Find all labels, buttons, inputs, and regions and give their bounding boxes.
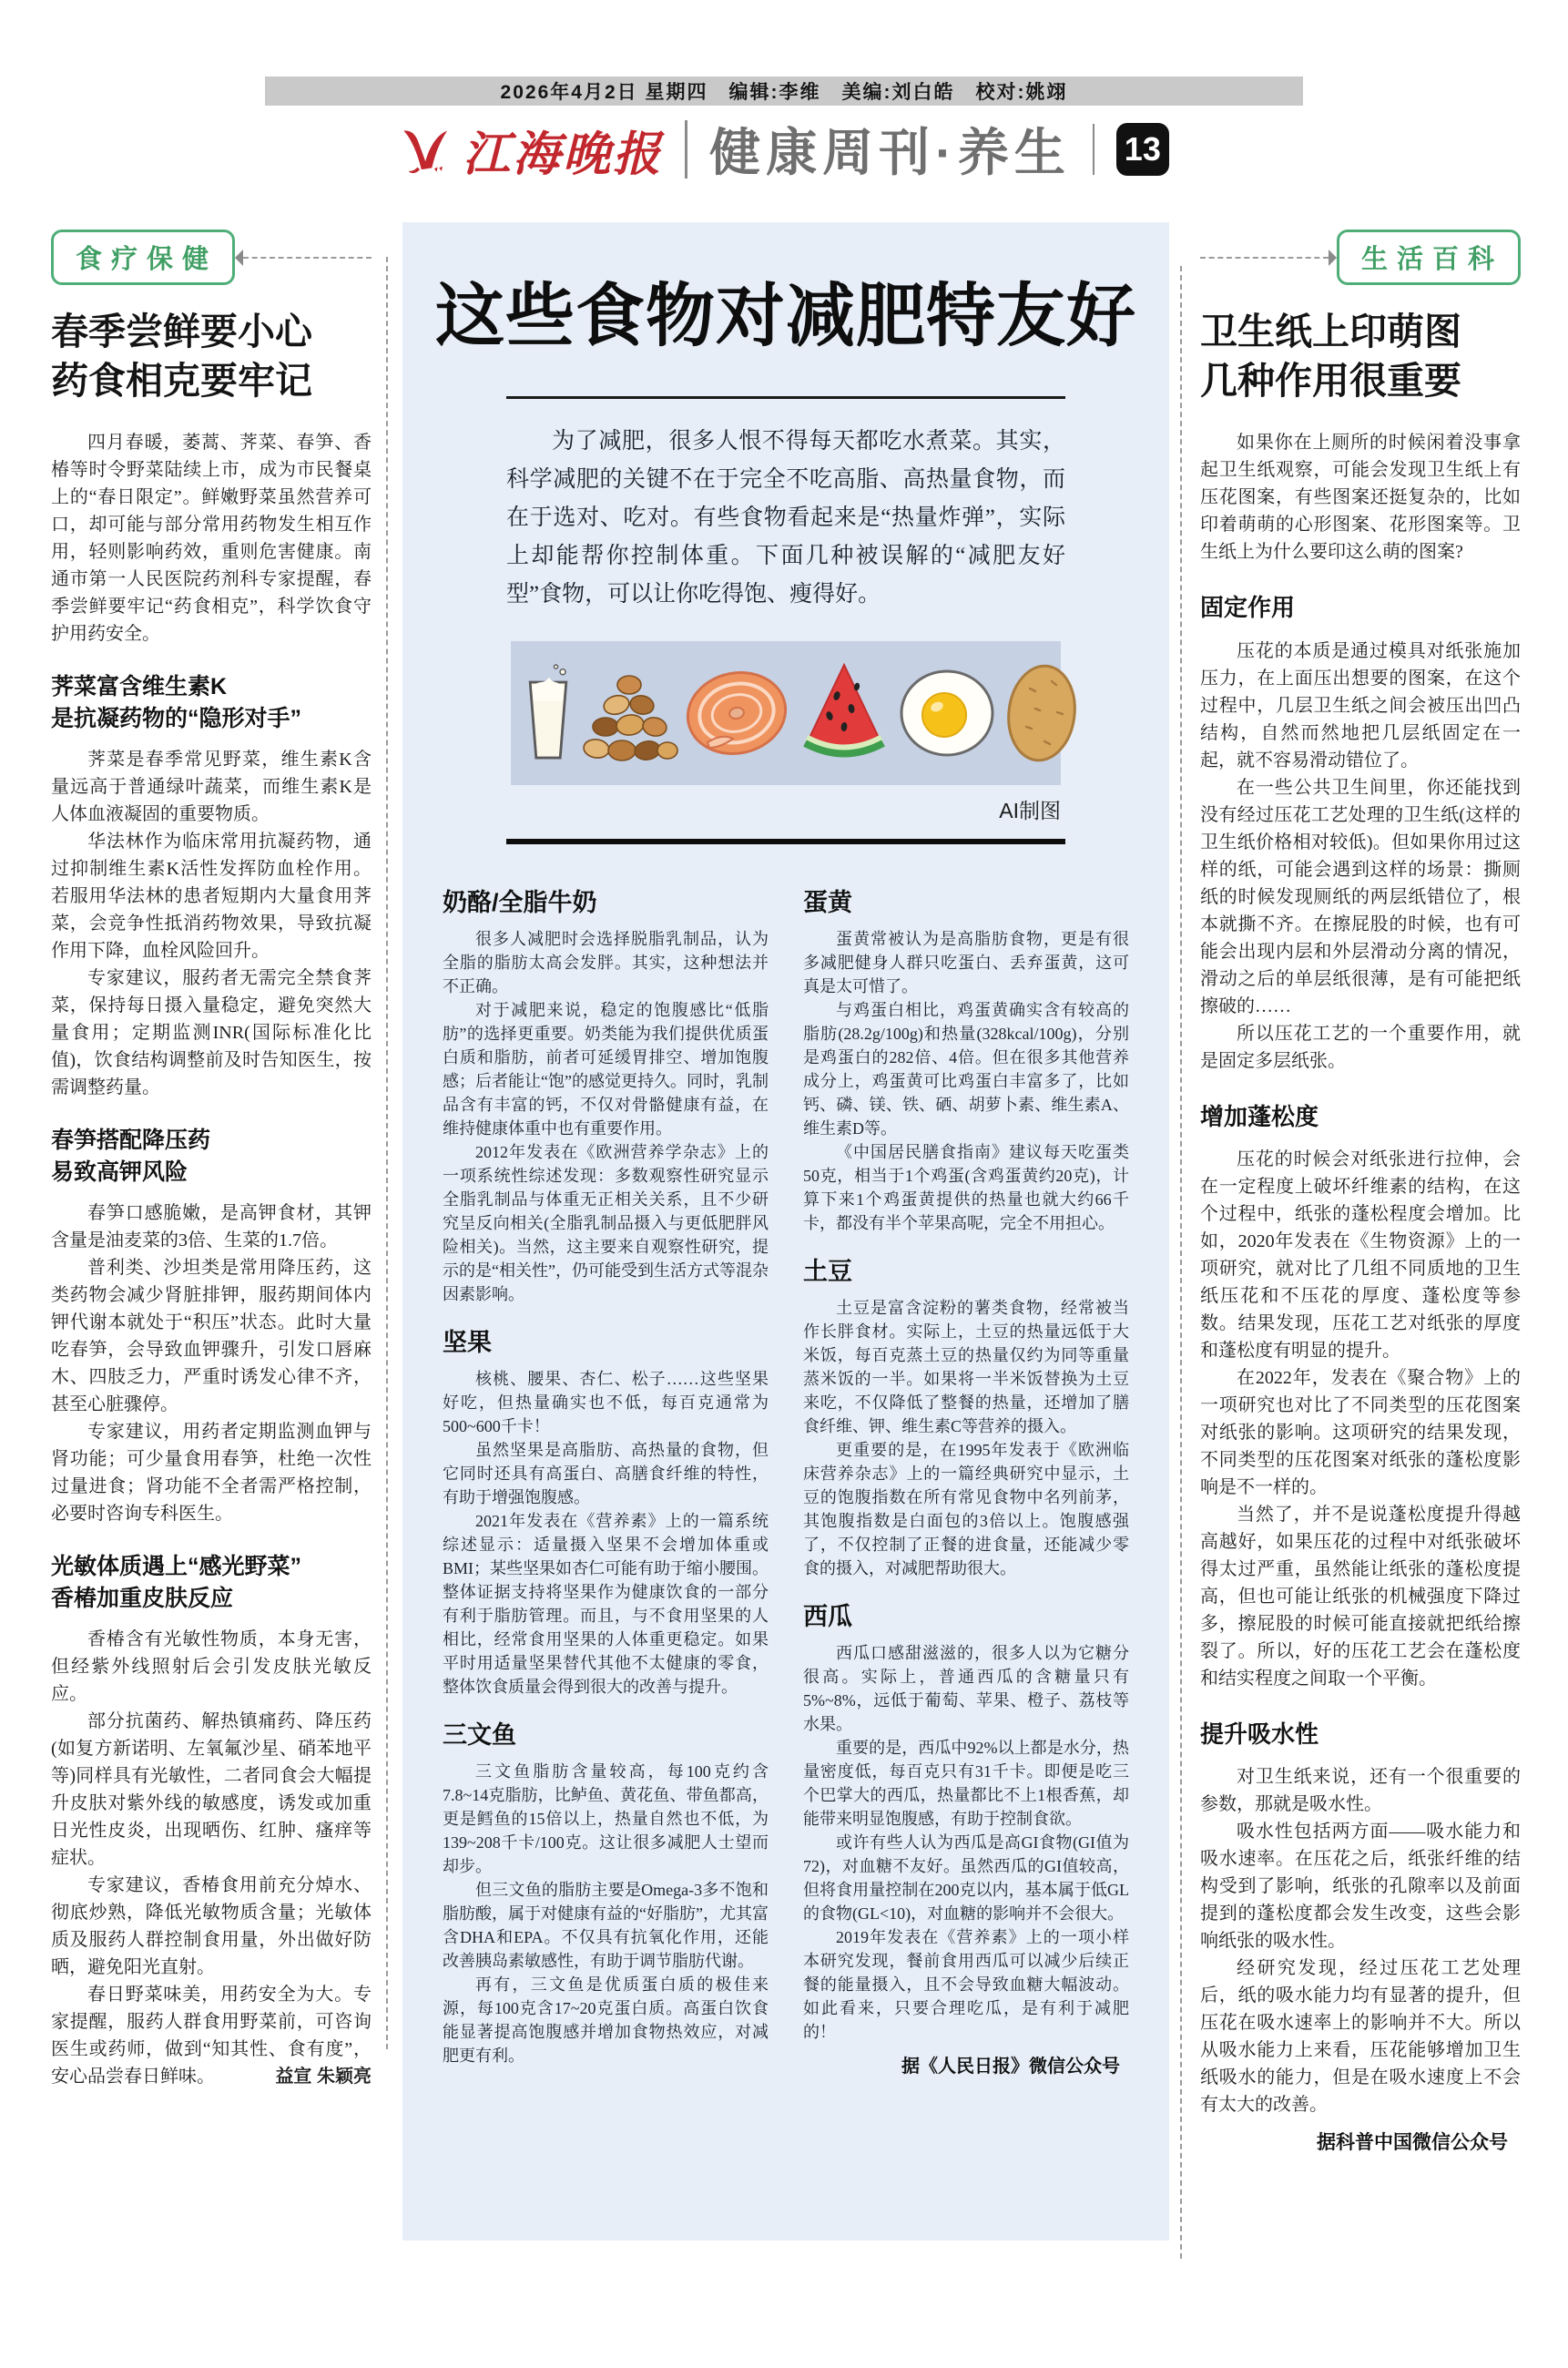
article-paragraph: 当然了，并不是说蓬松度提升得越高越好，如果压花的过程中对纸张破坏得太过严重，虽然能让纸张的蓬松度提高，但也可能让纸张的机械强度下降过多，擦屁股的时候可能直接就把纸给擦裂了。所以，好的压花工艺会在蓬松度和结实程度之间取一个平衡。 (1200, 1505, 1521, 1689)
byline: 益宣 朱颖亮 (275, 2067, 372, 2087)
article-paragraph: 专家建议，用药者定期监测血钾与肾功能；可少量食用春笋，杜绝一次性过量进食；肾功能不全者需严格控制，必要时咨询专科医生。 (51, 1422, 372, 1525)
newspaper-logo-text: 江海晚报 (463, 128, 664, 181)
arrow-left-icon (235, 250, 243, 266)
center-column-left (443, 866, 769, 2077)
right-badge-row (1200, 230, 1521, 285)
egg-icon (895, 663, 999, 763)
left-article-title: 春季尝鲜要小心 药食相克要牢记 (51, 311, 312, 403)
page-number-badge: 13 (1116, 123, 1169, 176)
dashed-divider-right (1180, 266, 1182, 2259)
article-paragraph: 西瓜口感甜滋滋的，很多人以为它糖分很高。实际上，普通西瓜的含糖量只有5%~8%，远低于葡萄、苹果、橙子、荔枝等水果。 (803, 1644, 1129, 1733)
right-article-body (1200, 429, 1521, 2155)
dashed-arrow-line (243, 257, 372, 259)
article-paragraph: 在2022年，发表在《聚合物》上的一项研究也对比了不同类型的压花图案对纸张的影响。这项研究的结果发现，不同类型的压花图案对纸张的蓬松度影响是不一样的。 (1200, 1368, 1521, 1497)
article-paragraph: 与鸡蛋白相比，鸡蛋黄确实含有较高的脂肪(28.2g/100g)和热量(328kcal/100g)，分别是鸡蛋白的282倍、4倍。但在很多其他营养成分上，鸡蛋黄可比鸡蛋白丰富多了，比如钙、磷、镁、铁、硒、胡萝卜素、维生素A、维生素D等。 (803, 1001, 1129, 1138)
article-paragraph: 如果你在上厕所的时候闲着没事拿起卫生纸观察，可能会发现卫生纸上有压花图案，有些图案还挺复杂的，比如印着萌萌的心形图案、花形图案等。卫生纸上为什么要印这么萌的图案? (1200, 433, 1521, 563)
foods-illustration (511, 641, 1061, 785)
article-paragraph: 压花的本质是通过模具对纸张施加压力，在上面压出想要的图案，在这个过程中，几层卫生纸之间会被压出凹凸结构，自然而然地把几层纸固定在一起，就不容易滑动错位了。 (1200, 640, 1521, 771)
food-heading-salmon: 三文鱼 (443, 1721, 516, 1749)
article-paragraph: 但三文鱼的脂肪主要是Omega-3多不饱和脂肪酸，属于对健康有益的“好脂肪”，尤其富含DHA和EPA。不仅具有抗氧化作用，还能改善胰岛素敏感性，有助于调节脂肪代谢。 (443, 1881, 769, 1970)
right-article-title: 卫生纸上印萌图 几种作用很重要 (1200, 311, 1461, 403)
center-article-panel (402, 222, 1169, 2240)
article-paragraph: 吸水性包括两方面——吸水能力和吸水速率。在压花之后，纸张纤维的结构受到了影响，纸张的孔隙率以及前面提到的蓬松度都会发生改变，这些会影响纸张的吸水性。 (1200, 1822, 1521, 1952)
article-paragraph: 蛋黄常被认为是高脂肪食物，更是有很多减肥健身人群只吃蛋白、丢弃蛋黄，这可真是太可惜了。 (803, 930, 1129, 995)
main-headline: 这些食物对减肥特友好 (435, 278, 1136, 355)
right-section-heading-3: 提升吸水性 (1200, 1720, 1319, 1748)
left-column (51, 230, 372, 2090)
article-paragraph: 香椿含有光敏性物质，本身无害，但经紫外线照射后会引发皮肤光敏反应。 (51, 1629, 372, 1705)
source-credit: 据科普中国微信公众号 (1317, 2132, 1508, 2154)
center-article-columns (402, 844, 1169, 2077)
center-column-right (803, 866, 1129, 2077)
article-paragraph: 2019年发表在《营养素》上的一项小样本研究发现，餐前食用西瓜可以减少后续正餐的能量摄入，且不会导致血糖大幅波动。如此看来，只要合理吃瓜，是有利于减肥的！ (803, 1928, 1129, 2041)
food-heading-yolk: 蛋黄 (803, 889, 852, 916)
edition-info-text: 2026年4月2日 星期四 编辑:李维 美编:刘白皓 校对:姚翊 (500, 82, 1068, 103)
right-section-heading-1: 固定作用 (1200, 594, 1296, 622)
article-paragraph: 在一些公共卫生间里，你还能找到没有经过压花工艺处理的卫生纸(这样的卫生纸价格相对较低)。但如果你用过这样的纸，可能会遇到这样的场景：撕厕纸的时候发现厕纸的两层纸错位了，根本就撕不齐。在擦屁股的时候，也有可能会出现内层和外层滑动分离的情况，滑动之后的单层纸很薄，是有可能把纸擦破的…… (1200, 777, 1521, 1016)
article-paragraph: 三文鱼脂肪含量较高，每100克约含7.8~14克脂肪，比鲈鱼、黄花鱼、带鱼都高，更是鳕鱼的15倍以上，热量自然也不低，为139~208千卡/100克。这让很多减肥人士望而却步。 (443, 1762, 769, 1875)
article-paragraph: 经研究发现，经过压花工艺处理后，纸的吸水能力均有显著的提升，但压花在吸水速率上的影响并不大。所以从吸水能力上来看，压花能够增加卫生纸吸水的能力，但是在吸水速度上不会有太大的改善。 (1200, 1958, 1521, 2116)
article-paragraph: 更重要的是，在1995年发表于《欧洲临床营养杂志》上的一篇经典研究中显示，土豆的饱腹指数在所有常见食物中名列前茅，其饱腹指数是白面包的3倍以上。饱腹感强了，不仅控制了正餐的进食量，还能减少零食的摄入，对减肥帮助很大。 (803, 1441, 1129, 1577)
article-paragraph: 压花的时候会对纸张进行拉伸，会在一定程度上破坏纤维素的结构，在这个过程中，纸张的蓬松程度会增加。比如，2020年发表在《生物资源》上的一项研究，就对比了几组不同质地的卫生纸压花和不压花的厚度、蓬松度等参数。结果发现，压花工艺对纸张的厚度和蓬松度有明显的提升。 (1200, 1149, 1521, 1361)
article-paragraph: 所以压花工艺的一个重要作用，就是固定多层纸张。 (1200, 1023, 1521, 1071)
dashed-arrow-line (1200, 257, 1329, 259)
masthead-divider-2 (1093, 124, 1095, 175)
article-paragraph: 虽然坚果是高脂肪、高热量的食物，但它同时还具有高蛋白、高膳食纤维的特性，有助于增强饱腹感。 (443, 1441, 769, 1506)
left-article-body (51, 429, 372, 2090)
illustration-credit: AI制图 (999, 799, 1061, 822)
column-badge-food-therapy: 食疗保健 (51, 230, 235, 285)
headline-underline (506, 396, 1065, 399)
article-paragraph: 重要的是，西瓜中92%以上都是水分，热量密度低，每百克只有31千卡。即便是吃三个巴掌大的西瓜，热量都比不上1根香蕉，却能带来明显饱腹感，有助于控制食欲。 (803, 1739, 1129, 1828)
source-credit: 据《人民日报》微信公众号 (901, 2057, 1120, 2077)
milk-icon (518, 658, 578, 768)
article-paragraph: 或许有些人认为西瓜是高GI食物(GI值为72)，对血糖不友好。虽然西瓜的GI值较高，但将食用量控制在200克以内，基本属于低GL的食物(GL<10)，对血糖的影响并不会很大。 (803, 1833, 1129, 1923)
section-title: 健康周刊·养生 (709, 124, 1071, 181)
edition-info-bar (265, 77, 1303, 106)
main-intro-paragraph: 为了减肥，很多人恨不得每天都吃水煮菜。其实，科学减肥的关键不在于完全不吃高脂、高热量食物，而在于选对、吃对。有些食物看起来是“热量炸弹”，实际上却能帮你控制体重。下面几种被误解的“减肥友好型”食物，可以让你吃得饱、瘦得好。 (506, 429, 1065, 607)
right-column (1200, 230, 1521, 2155)
article-paragraph: 2021年发表在《营养素》上的一篇系统综述显示：适量摄入坚果不会增加体重或BMI；某些坚果如杏仁可能有助于缩小腰围。整体证据支持将坚果作为健康饮食的一部分有利于脂肪管理。而且，与不食用坚果的人相比，经常食用坚果的人体重更稳定。如果平时用适量坚果替代其他不太健康的零食，整体饮食质量会得到很大的改善与提升。 (443, 1512, 769, 1696)
article-paragraph: 普利类、沙坦类是常用降压药，这类药物会减少肾脏排钾，服药期间体内钾代谢本就处于“积压”状态。此时大量吃春笋，会导致血钾骤升，引发口唇麻木、四肢乏力，严重时诱发心律不齐，甚至心脏骤停。 (51, 1258, 372, 1415)
dashed-divider-left (386, 257, 388, 2049)
watermelon-icon (793, 659, 895, 767)
arrow-right-icon (1329, 250, 1337, 266)
masthead (0, 113, 1568, 186)
article-paragraph: 对卫生纸来说，还有一个很重要的参数，那就是吸水性。 (1200, 1767, 1521, 1815)
article-paragraph: 很多人减肥时会选择脱脂乳制品，认为全脂的脂肪太高会发胖。其实，这种想法并不正确。 (443, 930, 769, 995)
left-section-heading-2: 春笋搭配降压药 易致高钾风险 (51, 1128, 211, 1186)
article-paragraph: 部分抗菌药、解热镇痛药、降压药(如复方新诺明、左氧氟沙星、硝苯地平等)同样具有光敏性，二者同食会大幅提升皮肤对紫外线的敏感度，诱发或加重日光性皮炎，出现晒伤、红肿、瘙痒等症状。 (51, 1711, 372, 1869)
article-paragraph: 土豆是富含淀粉的薯类食物，经常被当作长胖食材。实际上，土豆的热量远低于大米饭，每百克蒸土豆的热量仅约为同等重量蒸米饭的一半。如果将一半米饭替换为土豆来吃，不仅降低了整餐的热量，还增加了膳食纤维、钾、维生素C等营养的摄入。 (803, 1299, 1129, 1435)
food-heading-potato: 土豆 (803, 1258, 852, 1285)
newspaper-logo (399, 116, 663, 184)
logo-swoosh-icon (399, 123, 455, 176)
article-paragraph: 对于减肥来说，稳定的饱腹感比“低脂肪”的选择更重要。奶类能为我们提供优质蛋白质和脂肪，前者可延缓胃排空、增加饱腹感；后者能让“饱”的感觉更持久。同时，乳制品含有丰富的钙，不仅对骨骼健康有益，在维持健康体重中也有重要作用。 (443, 1001, 769, 1138)
article-paragraph: 华法林作为临床常用抗凝药物，通过抑制维生素K活性发挥防血栓作用。若服用华法林的患者短期内大量食用荠菜，会竞争性抵消药物效果，导致抗凝作用下降，血栓风险回升。 (51, 832, 372, 962)
article-paragraph: 荠菜是春季常见野菜，维生素K含量远高于普通绿叶蔬菜，而维生素K是人体血液凝固的重要物质。 (51, 750, 372, 825)
salmon-icon (680, 662, 793, 764)
left-badge-row (51, 230, 372, 285)
left-section-heading-3: 光敏体质遇上“感光野菜” 香椿加重皮肤反应 (51, 1554, 302, 1612)
left-section-heading-1: 荠菜富含维生素K 是抗凝药物的“隐形对手” (51, 674, 302, 732)
article-paragraph: 专家建议，香椿食用前充分焯水、彻底炒熟，降低光敏物质含量；光敏体质及服药人群控制食用量，外出做好防晒，避免阳光直射。 (51, 1875, 372, 1978)
article-paragraph: 2012年发表在《欧洲营养学杂志》上的一项系统性综述发现：多数观察性研究显示全脂乳制品与体重无正相关关系，且不少研究呈反向相关(全脂乳制品摄入与更低肥胖风险相关)。当然，这主要来自观察性研究，提示的是“相关性”，仍可能受到生活方式等混杂因素影响。 (443, 1143, 769, 1303)
potato-icon (999, 658, 1084, 769)
article-closing-paragraph: 春日野菜味美，用药安全为大。专家提醒，服药人群食用野菜前，可咨询医生或药师，做到“知其性、食有度”，安心品尝春日鲜味。 益宣 朱颖亮 (51, 1981, 372, 2090)
food-heading-dairy: 奶酪/全脂牛奶 (443, 889, 597, 916)
food-heading-watermelon: 西瓜 (803, 1603, 852, 1630)
article-paragraph: 春笋口感脆嫩，是高钾食材，其钾含量是油麦菜的3倍、生菜的1.7倍。 (51, 1203, 372, 1251)
article-paragraph: 四月春暖，萎蒿、荠菜、春笋、香椿等时令野菜陆续上市，成为市民餐桌上的“春日限定”。鲜嫩野菜虽然营养可口，却可能与部分常用药物发生相互作用，轻则影响药效，重则危害健康。南通市第一人民医院药剂科专家提醒，春季尝鲜要牢记“药食相克”，科学饮食守护用药安全。 (51, 433, 372, 645)
article-paragraph: 专家建议，服药者无需完全禁食荠菜，保持每日摄入量稳定，避免突然大量食用；定期监测INR(国际标准化比值)，饮食结构调整前及时告知医生，按需调整药量。 (51, 968, 372, 1098)
food-heading-nuts: 坚果 (443, 1329, 492, 1356)
article-paragraph: 核桃、腰果、杏仁、松子……这些坚果好吃，但热量确实也不低，每百克通常为500~600千卡！ (443, 1370, 769, 1435)
nuts-icon (578, 659, 680, 767)
masthead-divider (685, 120, 687, 179)
article-paragraph: 再有，三文鱼是优质蛋白质的极佳来源，每100克含17~20克蛋白质。高蛋白饮食能显著提高饱腹感并增加食物热效应，对减肥更有利。 (443, 1975, 769, 2065)
right-section-heading-2: 增加蓬松度 (1200, 1102, 1319, 1130)
column-badge-life-encyclopedia: 生活百科 (1337, 230, 1521, 285)
article-paragraph: 《中国居民膳食指南》建议每天吃蛋类50克，相当于1个鸡蛋(含鸡蛋黄约20克)，计算下来1个鸡蛋黄提供的热量也就大约66千卡，都没有半个苹果高呢，完全不用担心。 (803, 1143, 1129, 1232)
